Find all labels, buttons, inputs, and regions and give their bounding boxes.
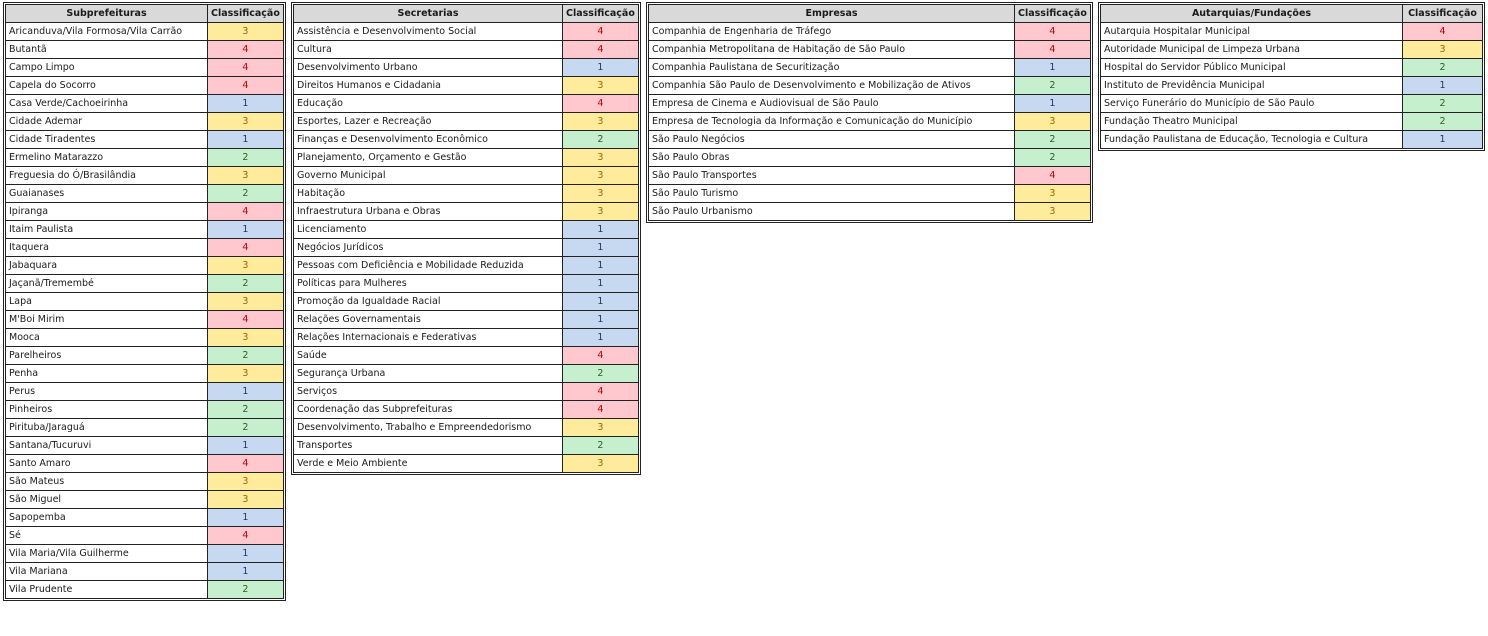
classification-cell: 2 xyxy=(1015,131,1091,149)
classification-cell: 1 xyxy=(208,383,284,401)
classification-cell: 2 xyxy=(1403,59,1483,77)
row-name-cell: Jaçanã/Tremembé xyxy=(6,275,208,293)
classification-cell: 2 xyxy=(1015,149,1091,167)
classification-cell: 2 xyxy=(563,437,639,455)
classification-cell: 1 xyxy=(1403,131,1483,149)
classification-cell: 4 xyxy=(563,383,639,401)
classification-cell: 2 xyxy=(208,401,284,419)
row-name-cell: Promoção da Igualdade Racial xyxy=(294,293,563,311)
classification-cell: 2 xyxy=(208,581,284,599)
column-header-score: Classificação xyxy=(1015,5,1091,23)
row-name-cell: Casa Verde/Cachoeirinha xyxy=(6,95,208,113)
autarquias-fundacoes-table xyxy=(1100,4,1483,149)
table-row xyxy=(6,581,284,599)
row-name-cell: Finanças e Desenvolvimento Econômico xyxy=(294,131,563,149)
table-row xyxy=(6,455,284,473)
table-row xyxy=(649,59,1091,77)
classification-cell: 2 xyxy=(1015,77,1091,95)
classification-cell: 3 xyxy=(563,113,639,131)
table-row xyxy=(294,401,639,419)
table-row xyxy=(649,185,1091,203)
column-header-name: Empresas xyxy=(649,5,1015,23)
table-row xyxy=(6,347,284,365)
classification-cell: 4 xyxy=(208,77,284,95)
row-name-cell: Vila Prudente xyxy=(6,581,208,599)
classification-cell: 1 xyxy=(208,509,284,527)
table-row xyxy=(649,77,1091,95)
row-name-cell: Autarquia Hospitalar Municipal xyxy=(1101,23,1403,41)
table-row xyxy=(6,23,284,41)
classification-cell: 2 xyxy=(1403,95,1483,113)
row-name-cell: Assistência e Desenvolvimento Social xyxy=(294,23,563,41)
table-row xyxy=(294,437,639,455)
table-row xyxy=(6,95,284,113)
row-name-cell: Penha xyxy=(6,365,208,383)
table-row xyxy=(6,77,284,95)
row-name-cell: Licenciamento xyxy=(294,221,563,239)
classification-cell: 1 xyxy=(208,95,284,113)
row-name-cell: Ipiranga xyxy=(6,203,208,221)
row-name-cell: Perus xyxy=(6,383,208,401)
table-row xyxy=(6,509,284,527)
row-name-cell: Pirituba/Jaraguá xyxy=(6,419,208,437)
classification-cell: 3 xyxy=(563,419,639,437)
table-row xyxy=(649,203,1091,221)
table-row xyxy=(1101,23,1483,41)
row-name-cell: Freguesia do Ó/Brasilândia xyxy=(6,167,208,185)
classification-cell: 3 xyxy=(208,491,284,509)
row-name-cell: Companhia de Engenharia de Tráfego xyxy=(649,23,1015,41)
classification-cell: 2 xyxy=(208,185,284,203)
table-row xyxy=(6,185,284,203)
table-row xyxy=(649,131,1091,149)
table-row xyxy=(6,329,284,347)
row-name-cell: Relações Internacionais e Federativas xyxy=(294,329,563,347)
row-name-cell: Fundação Theatro Municipal xyxy=(1101,113,1403,131)
row-name-cell: São Paulo Obras xyxy=(649,149,1015,167)
table-row xyxy=(6,149,284,167)
classification-cell: 2 xyxy=(1403,113,1483,131)
classification-cell: 1 xyxy=(563,329,639,347)
classification-cell: 4 xyxy=(208,203,284,221)
table-row xyxy=(6,41,284,59)
table-row xyxy=(649,149,1091,167)
classification-cell: 2 xyxy=(563,131,639,149)
table-row xyxy=(6,203,284,221)
table-row xyxy=(6,293,284,311)
row-name-cell: Sapopemba xyxy=(6,509,208,527)
row-name-cell: Aricanduva/Vila Formosa/Vila Carrão xyxy=(6,23,208,41)
row-name-cell: Jabaquara xyxy=(6,257,208,275)
table-row xyxy=(294,185,639,203)
classification-cell: 1 xyxy=(208,221,284,239)
row-name-cell: Itaquera xyxy=(6,239,208,257)
row-name-cell: Vila Maria/Vila Guilherme xyxy=(6,545,208,563)
classification-cell: 4 xyxy=(1403,23,1483,41)
classification-cell: 3 xyxy=(208,167,284,185)
table-row xyxy=(294,329,639,347)
table-row xyxy=(6,257,284,275)
classification-cell: 2 xyxy=(208,275,284,293)
secretarias-table xyxy=(293,4,639,473)
row-name-cell: Santana/Tucuruvi xyxy=(6,437,208,455)
column-header-score: Classificação xyxy=(1403,5,1483,23)
row-name-cell: Saúde xyxy=(294,347,563,365)
classification-cell: 3 xyxy=(208,293,284,311)
table-row xyxy=(294,77,639,95)
table-row xyxy=(294,59,639,77)
row-name-cell: Negócios Jurídicos xyxy=(294,239,563,257)
table-row xyxy=(294,149,639,167)
row-name-cell: Hospital do Servidor Público Municipal xyxy=(1101,59,1403,77)
classification-cell: 4 xyxy=(1015,23,1091,41)
classification-cell: 3 xyxy=(1015,113,1091,131)
table-row xyxy=(6,59,284,77)
table-body xyxy=(6,23,284,599)
table-header-row xyxy=(649,5,1091,23)
row-name-cell: Políticas para Mulheres xyxy=(294,275,563,293)
classification-cell: 1 xyxy=(1015,59,1091,77)
classification-cell: 4 xyxy=(563,23,639,41)
table-body xyxy=(649,23,1091,221)
classification-cell: 1 xyxy=(563,293,639,311)
row-name-cell: Companhia Metropolitana de Habitação de São Paulo xyxy=(649,41,1015,59)
table-row xyxy=(6,275,284,293)
row-name-cell: Santo Amaro xyxy=(6,455,208,473)
row-name-cell: Infraestrutura Urbana e Obras xyxy=(294,203,563,221)
classification-cell: 3 xyxy=(208,329,284,347)
classification-cell: 2 xyxy=(563,365,639,383)
table-row xyxy=(294,257,639,275)
table-row xyxy=(6,563,284,581)
table-row xyxy=(294,95,639,113)
row-name-cell: Coordenação das Subprefeituras xyxy=(294,401,563,419)
classification-cell: 1 xyxy=(208,545,284,563)
table-row xyxy=(1101,41,1483,59)
classification-cell: 4 xyxy=(208,527,284,545)
classification-cell: 3 xyxy=(208,473,284,491)
classification-cell: 3 xyxy=(1015,203,1091,221)
row-name-cell: Transportes xyxy=(294,437,563,455)
table-row xyxy=(294,131,639,149)
row-name-cell: São Paulo Negócios xyxy=(649,131,1015,149)
table-row xyxy=(6,113,284,131)
table-row xyxy=(294,203,639,221)
row-name-cell: Vila Mariana xyxy=(6,563,208,581)
table-header-row xyxy=(294,5,639,23)
row-name-cell: Habitação xyxy=(294,185,563,203)
table-row xyxy=(649,23,1091,41)
table-row xyxy=(6,311,284,329)
row-name-cell: Segurança Urbana xyxy=(294,365,563,383)
table-row xyxy=(294,41,639,59)
table-row xyxy=(6,383,284,401)
row-name-cell: São Paulo Turismo xyxy=(649,185,1015,203)
table-row xyxy=(6,473,284,491)
table-row xyxy=(6,167,284,185)
classification-cell: 4 xyxy=(1015,41,1091,59)
classification-cell: 1 xyxy=(208,563,284,581)
empresas-table xyxy=(648,4,1091,221)
table-row xyxy=(294,113,639,131)
row-name-cell: Verde e Meio Ambiente xyxy=(294,455,563,473)
classification-cell: 4 xyxy=(208,311,284,329)
row-name-cell: Lapa xyxy=(6,293,208,311)
classification-cell: 2 xyxy=(208,419,284,437)
row-name-cell: Empresa de Cinema e Audiovisual de São Paulo xyxy=(649,95,1015,113)
classification-cell: 1 xyxy=(563,257,639,275)
classification-cell: 4 xyxy=(563,41,639,59)
table-row xyxy=(6,527,284,545)
row-name-cell: Desenvolvimento, Trabalho e Empreendedorismo xyxy=(294,419,563,437)
table-row xyxy=(294,239,639,257)
table-row xyxy=(1101,113,1483,131)
row-name-cell: Serviços xyxy=(294,383,563,401)
row-name-cell: Campo Limpo xyxy=(6,59,208,77)
table-row xyxy=(294,221,639,239)
row-name-cell: Butantã xyxy=(6,41,208,59)
row-name-cell: Cultura xyxy=(294,41,563,59)
classification-cell: 3 xyxy=(563,149,639,167)
table-row xyxy=(294,167,639,185)
table-row xyxy=(649,95,1091,113)
table-row xyxy=(294,23,639,41)
table-row xyxy=(1101,59,1483,77)
table-row xyxy=(294,293,639,311)
classification-cell: 4 xyxy=(208,239,284,257)
row-name-cell: São Paulo Transportes xyxy=(649,167,1015,185)
classification-cell: 3 xyxy=(1015,185,1091,203)
row-name-cell: Cidade Tiradentes xyxy=(6,131,208,149)
table-row xyxy=(294,383,639,401)
table-row xyxy=(294,275,639,293)
row-name-cell: Autoridade Municipal de Limpeza Urbana xyxy=(1101,41,1403,59)
classification-cell: 3 xyxy=(563,77,639,95)
row-name-cell: M'Boi Mirim xyxy=(6,311,208,329)
table-row xyxy=(294,347,639,365)
row-name-cell: Sé xyxy=(6,527,208,545)
table-row xyxy=(1101,131,1483,149)
row-name-cell: São Paulo Urbanismo xyxy=(649,203,1015,221)
table-row xyxy=(6,365,284,383)
table-row xyxy=(649,113,1091,131)
classification-cell: 1 xyxy=(563,239,639,257)
classification-cell: 3 xyxy=(208,257,284,275)
classification-cell: 3 xyxy=(1403,41,1483,59)
classification-cell: 1 xyxy=(1015,95,1091,113)
classification-cell: 2 xyxy=(208,149,284,167)
row-name-cell: Parelheiros xyxy=(6,347,208,365)
row-name-cell: Mooca xyxy=(6,329,208,347)
column-header-name: Subprefeituras xyxy=(6,5,208,23)
table-body xyxy=(294,23,639,473)
classification-cell: 1 xyxy=(208,437,284,455)
row-name-cell: Capela do Socorro xyxy=(6,77,208,95)
table-body xyxy=(1101,23,1483,149)
table-row xyxy=(294,419,639,437)
classification-cell: 3 xyxy=(208,23,284,41)
row-name-cell: Ermelino Matarazzo xyxy=(6,149,208,167)
table-row xyxy=(6,437,284,455)
row-name-cell: São Miguel xyxy=(6,491,208,509)
row-name-cell: Educação xyxy=(294,95,563,113)
row-name-cell: Cidade Ademar xyxy=(6,113,208,131)
column-header-score: Classificação xyxy=(208,5,284,23)
row-name-cell: Desenvolvimento Urbano xyxy=(294,59,563,77)
classification-cell: 4 xyxy=(563,95,639,113)
row-name-cell: Instituto de Previdência Municipal xyxy=(1101,77,1403,95)
table-row xyxy=(6,221,284,239)
classification-cell: 1 xyxy=(563,59,639,77)
table-row xyxy=(1101,77,1483,95)
row-name-cell: Pinheiros xyxy=(6,401,208,419)
row-name-cell: Guaianases xyxy=(6,185,208,203)
subprefeituras-table xyxy=(5,4,284,599)
table-row xyxy=(6,491,284,509)
classification-cell: 4 xyxy=(563,347,639,365)
classification-cell: 1 xyxy=(563,275,639,293)
classification-cell: 3 xyxy=(563,203,639,221)
table-header-row xyxy=(6,5,284,23)
row-name-cell: Companhia São Paulo de Desenvolvimento e Mobilização de Ativos xyxy=(649,77,1015,95)
row-name-cell: Direitos Humanos e Cidadania xyxy=(294,77,563,95)
table-row xyxy=(6,131,284,149)
classification-cell: 1 xyxy=(208,131,284,149)
table-row xyxy=(294,365,639,383)
row-name-cell: Pessoas com Deficiência e Mobilidade Reduzida xyxy=(294,257,563,275)
classification-cell: 1 xyxy=(563,311,639,329)
table-row xyxy=(6,419,284,437)
classification-cell: 3 xyxy=(208,113,284,131)
classification-cell: 4 xyxy=(563,401,639,419)
column-header-name: Autarquias/Fundações xyxy=(1101,5,1403,23)
table-row xyxy=(1101,95,1483,113)
row-name-cell: Governo Municipal xyxy=(294,167,563,185)
row-name-cell: Empresa de Tecnologia da Informação e Comunicação do Município xyxy=(649,113,1015,131)
table-row xyxy=(294,311,639,329)
classification-cell: 3 xyxy=(563,455,639,473)
row-name-cell: Itaim Paulista xyxy=(6,221,208,239)
classification-cell: 4 xyxy=(208,41,284,59)
column-header-score: Classificação xyxy=(563,5,639,23)
table-row xyxy=(6,239,284,257)
row-name-cell: São Mateus xyxy=(6,473,208,491)
row-name-cell: Companhia Paulistana de Securitização xyxy=(649,59,1015,77)
classification-cell: 4 xyxy=(208,59,284,77)
classification-cell: 4 xyxy=(1015,167,1091,185)
column-header-name: Secretarias xyxy=(294,5,563,23)
row-name-cell: Esportes, Lazer e Recreação xyxy=(294,113,563,131)
row-name-cell: Fundação Paulistana de Educação, Tecnologia e Cultura xyxy=(1101,131,1403,149)
table-row xyxy=(649,41,1091,59)
table-header-row xyxy=(1101,5,1483,23)
row-name-cell: Serviço Funerário do Município de São Paulo xyxy=(1101,95,1403,113)
classification-cell: 3 xyxy=(208,365,284,383)
table-row xyxy=(6,401,284,419)
row-name-cell: Planejamento, Orçamento e Gestão xyxy=(294,149,563,167)
table-row xyxy=(649,167,1091,185)
classification-cell: 1 xyxy=(563,221,639,239)
classification-cell: 3 xyxy=(563,167,639,185)
classification-cell: 1 xyxy=(1403,77,1483,95)
classification-cell: 4 xyxy=(208,455,284,473)
table-row xyxy=(6,545,284,563)
row-name-cell: Relações Governamentais xyxy=(294,311,563,329)
classification-cell: 3 xyxy=(563,185,639,203)
classification-cell: 2 xyxy=(208,347,284,365)
table-row xyxy=(294,455,639,473)
